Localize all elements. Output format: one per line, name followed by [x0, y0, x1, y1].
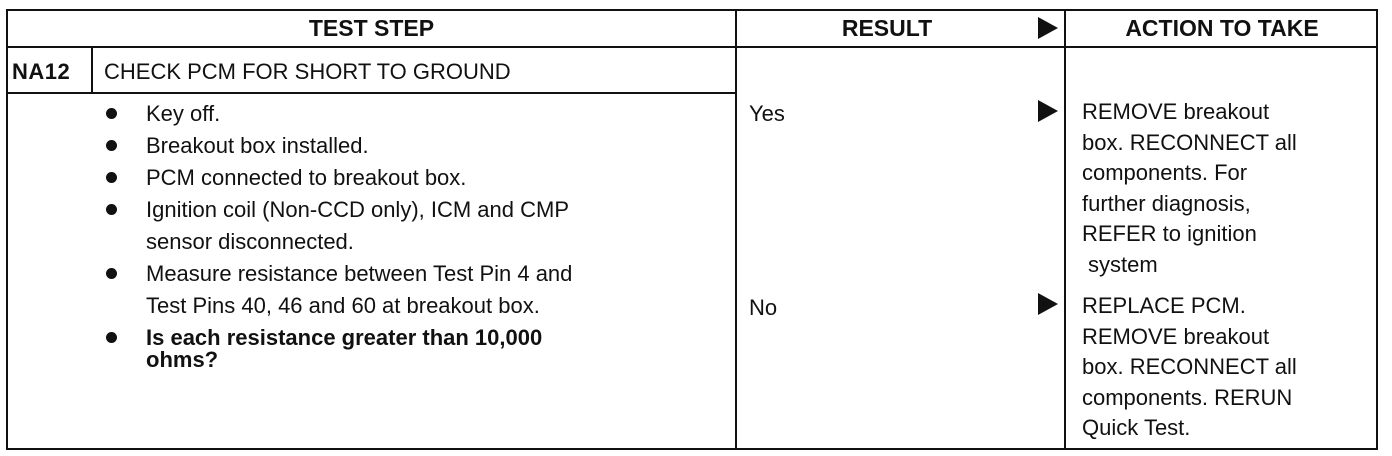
- action-yes-line: system: [1088, 251, 1158, 277]
- condition-breakout-box: Breakout box installed.: [146, 133, 369, 158]
- condition-ignition-coil: Ignition coil (Non-CCD only), ICM and CMP: [146, 197, 570, 222]
- action-yes-line: REFER to ignition: [1082, 221, 1257, 246]
- action-no-line: box. RECONNECT all: [1082, 354, 1297, 379]
- result-column-divider: [735, 9, 737, 450]
- action-yes: [1082, 97, 1297, 280]
- action-column-divider: [1064, 9, 1066, 450]
- action-no-line: REMOVE breakout: [1082, 323, 1270, 349]
- action-no-line: Quick Test.: [1082, 415, 1191, 440]
- action-yes-line: further diagnosis,: [1082, 190, 1251, 216]
- step-title: CHECK PCM FOR SHORT TO GROUND: [104, 59, 511, 84]
- action-yes-line: REMOVE breakout: [1082, 99, 1270, 124]
- step-title-divider: [6, 92, 737, 94]
- bullet-icon: [106, 204, 117, 215]
- header-action-to-take: ACTION TO TAKE: [1125, 15, 1319, 41]
- bullet-icon: [106, 332, 117, 343]
- header-divider: [6, 46, 1378, 48]
- action-no-line: REPLACE PCM.: [1082, 293, 1246, 318]
- question-resistance: Is each resistance greater than 10,000: [146, 325, 543, 350]
- action-no: [1082, 291, 1297, 444]
- action-yes-line: box. RECONNECT all: [1082, 129, 1297, 155]
- step-id: NA12: [12, 59, 71, 84]
- bullet-icon: [106, 268, 117, 279]
- header-test-step: TEST STEP: [308, 15, 435, 41]
- step-id-divider: [91, 46, 93, 93]
- bullet-icon: [106, 172, 117, 183]
- condition-measure-resistance-cont: Test Pins 40, 46 and 60 at breakout box.: [146, 293, 540, 318]
- bullet-icon: [106, 108, 117, 119]
- bullet-icon: [106, 140, 117, 151]
- condition-ignition-coil-cont: sensor disconnected.: [146, 229, 354, 254]
- question-resistance-cont: ohms?: [146, 347, 219, 372]
- condition-pcm-connected: PCM connected to breakout box.: [146, 165, 467, 190]
- result-no: No: [749, 295, 778, 320]
- no-arrow-icon: [1038, 293, 1058, 315]
- action-yes-line: components. For: [1082, 160, 1248, 185]
- action-no-line: components. RERUN: [1082, 384, 1293, 410]
- yes-arrow-icon: [1038, 100, 1058, 122]
- header-result: RESULT: [841, 15, 933, 41]
- header-arrow-icon: [1038, 17, 1058, 39]
- result-yes: Yes: [749, 101, 785, 126]
- condition-key-off: Key off.: [146, 101, 221, 126]
- condition-measure-resistance: Measure resistance between Test Pin 4 and: [146, 261, 573, 286]
